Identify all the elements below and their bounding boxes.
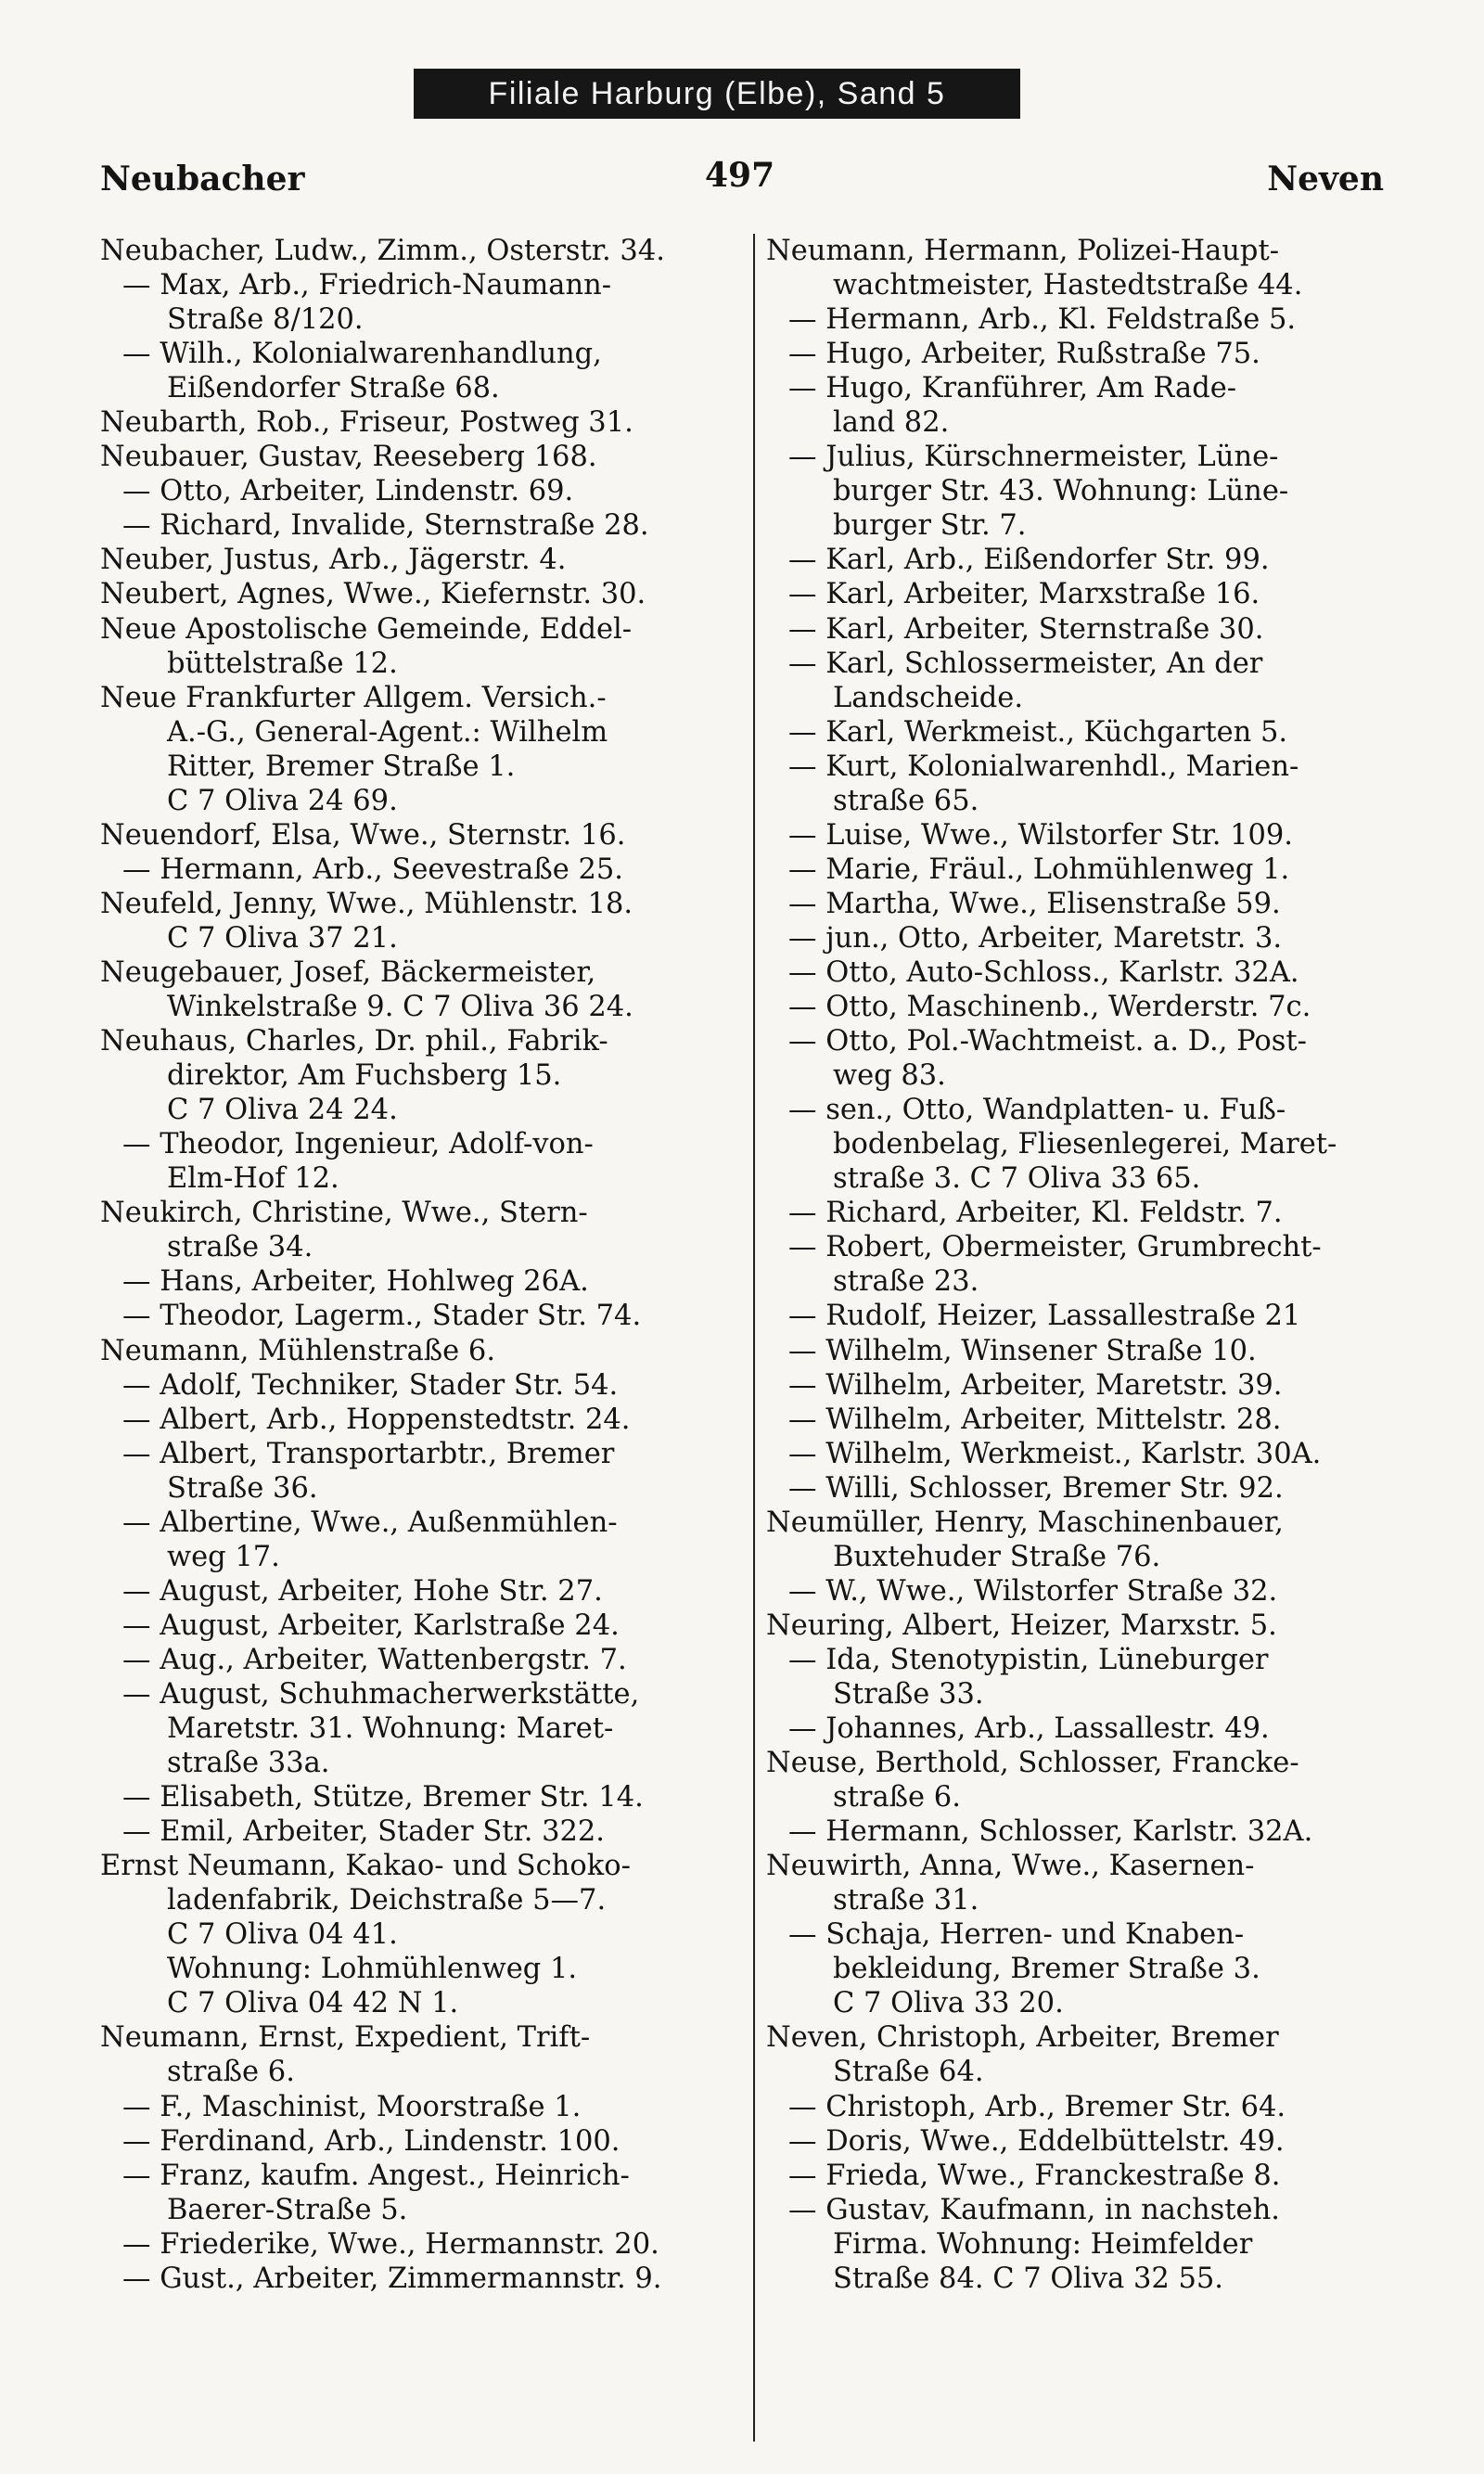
directory-continuation: Straße 33. bbox=[833, 1677, 984, 1711]
directory-continuation: straße 6. bbox=[167, 2056, 295, 2089]
directory-continuation: C 7 Oliva 04 42 N 1. bbox=[167, 1987, 459, 2020]
directory-subentry: — F., Maschinist, Moorstraße 1. bbox=[122, 2090, 582, 2123]
directory-column-left bbox=[100, 234, 736, 2296]
directory-subentry: — Karl, Schlossermeister, An der bbox=[788, 647, 1263, 680]
directory-entry: Neubarth, Rob., Friseur, Postweg 31. bbox=[100, 406, 633, 440]
directory-continuation: straße 6. bbox=[833, 1781, 961, 1814]
directory-subentry: — Karl, Werkmeist., Küchgarten 5. bbox=[788, 715, 1288, 749]
directory-entry: Neven, Christoph, Arbeiter, Bremer bbox=[766, 2021, 1279, 2055]
directory-subentry: — Gustav, Kaufmann, in nachsteh. bbox=[788, 2193, 1280, 2226]
directory-subentry: — W., Wwe., Wilstorfer Straße 32. bbox=[788, 1574, 1278, 1608]
directory-subentry: — Johannes, Arb., Lassallestr. 49. bbox=[788, 1712, 1270, 1746]
directory-continuation: Winkelstraße 9. C 7 Oliva 36 24. bbox=[167, 991, 633, 1024]
directory-entry: Neuwirth, Anna, Wwe., Kasernen- bbox=[766, 1850, 1255, 1883]
directory-subentry: — Robert, Obermeister, Grumbrecht- bbox=[788, 1231, 1322, 1264]
directory-subentry: — Hermann, Arb., Seevestraße 25. bbox=[122, 852, 623, 886]
directory-subentry: — Albert, Arb., Hoppenstedtstr. 24. bbox=[122, 1403, 631, 1436]
directory-subentry: — Martha, Wwe., Elisenstraße 59. bbox=[788, 887, 1281, 920]
running-head-left: Neubacher bbox=[100, 160, 305, 199]
directory-continuation: Buxtehuder Straße 76. bbox=[833, 1540, 1161, 1573]
directory-entry: Neubauer, Gustav, Reeseberg 168. bbox=[100, 441, 597, 474]
directory-subentry: — Wilhelm, Arbeiter, Mittelstr. 28. bbox=[788, 1403, 1282, 1436]
directory-continuation: Straße 64. bbox=[833, 2056, 984, 2089]
directory-subentry: — Willi, Schlosser, Bremer Str. 92. bbox=[788, 1471, 1284, 1505]
directory-continuation: Firma. Wohnung: Heimfelder bbox=[833, 2227, 1253, 2261]
directory-subentry: — Hans, Arbeiter, Hohlweg 26A. bbox=[122, 1265, 589, 1299]
directory-column-right bbox=[766, 234, 1406, 2296]
directory-subentry: — Julius, Kürschnermeister, Lüne- bbox=[788, 441, 1279, 474]
directory-subentry: — Friederike, Wwe., Hermannstr. 20. bbox=[122, 2227, 659, 2261]
directory-entry: Neuhaus, Charles, Dr. phil., Fabrik- bbox=[100, 1025, 608, 1058]
directory-subentry: — Hermann, Schlosser, Karlstr. 32A. bbox=[788, 1815, 1313, 1849]
directory-entry: Neumann, Hermann, Polizei-Haupt- bbox=[766, 235, 1280, 267]
directory-subentry: — Wilh., Kolonialwarenhandlung, bbox=[122, 338, 602, 371]
directory-subentry: — Karl, Arbeiter, Sternstraße 30. bbox=[788, 612, 1264, 646]
directory-subentry: — Franz, kaufm. Angest., Heinrich- bbox=[122, 2159, 630, 2192]
directory-subentry: — Wilhelm, Werkmeist., Karlstr. 30A. bbox=[788, 1437, 1322, 1470]
directory-subentry: — Albert, Transportarbtr., Bremer bbox=[122, 1437, 615, 1470]
directory-continuation: straße 33a. bbox=[167, 1747, 330, 1780]
directory-entry: Neumann, Ernst, Expedient, Trift- bbox=[100, 2021, 591, 2055]
directory-subentry: — Marie, Fräul., Lohmühlenweg 1. bbox=[788, 852, 1290, 886]
directory-continuation: Straße 36. bbox=[167, 1471, 318, 1505]
directory-continuation: Straße 84. C 7 Oliva 32 55. bbox=[833, 2262, 1223, 2295]
directory-continuation: land 82. bbox=[833, 406, 950, 440]
directory-continuation: burger Str. 43. Wohnung: Lüne- bbox=[833, 475, 1289, 508]
directory-subentry: — Otto, Arbeiter, Lindenstr. 69. bbox=[122, 475, 574, 508]
directory-subentry: — Emil, Arbeiter, Stader Str. 322. bbox=[122, 1815, 606, 1849]
directory-subentry: — August, Arbeiter, Karlstraße 24. bbox=[122, 1609, 620, 1642]
directory-continuation: Maretstr. 31. Wohnung: Maret- bbox=[167, 1712, 614, 1746]
directory-subentry: — Elisabeth, Stütze, Bremer Str. 14. bbox=[122, 1781, 644, 1814]
directory-entry: Neuendorf, Elsa, Wwe., Sternstr. 16. bbox=[100, 818, 626, 852]
directory-subentry: — Rudolf, Heizer, Lassallestraße 21 bbox=[788, 1300, 1301, 1333]
directory-continuation: C 7 Oliva 24 24. bbox=[167, 1094, 398, 1127]
directory-continuation: straße 23. bbox=[833, 1265, 979, 1299]
directory-entry: Neubert, Agnes, Wwe., Kiefernstr. 30. bbox=[100, 578, 646, 611]
directory-continuation: straße 65. bbox=[833, 784, 979, 817]
directory-continuation: ladenfabrik, Deichstraße 5—7. bbox=[167, 1884, 607, 1917]
directory-continuation: straße 34. bbox=[167, 1231, 313, 1264]
directory-subentry: — Otto, Pol.-Wachtmeist. a. D., Post- bbox=[788, 1025, 1307, 1058]
directory-subentry: — Theodor, Lagerm., Stader Str. 74. bbox=[122, 1300, 642, 1333]
directory-subentry: — Otto, Maschinenb., Werderstr. 7c. bbox=[788, 991, 1311, 1024]
directory-continuation: weg 83. bbox=[833, 1059, 946, 1093]
directory-continuation: straße 31. bbox=[833, 1884, 979, 1917]
directory-entry: Neuse, Berthold, Schlosser, Francke- bbox=[766, 1747, 1299, 1780]
directory-subentry: — Richard, Invalide, Sternstraße 28. bbox=[122, 509, 649, 543]
directory-continuation: C 7 Oliva 33 20. bbox=[833, 1987, 1064, 2020]
directory-entry: Neumüller, Henry, Maschinenbauer, bbox=[766, 1506, 1284, 1539]
column-divider bbox=[753, 234, 755, 2442]
directory-continuation: A.-G., General-Agent.: Wilhelm bbox=[167, 715, 608, 749]
directory-entry: Neufeld, Jenny, Wwe., Mühlenstr. 18. bbox=[100, 887, 633, 920]
page-number: 497 bbox=[705, 156, 775, 195]
directory-continuation: büttelstraße 12. bbox=[167, 647, 398, 680]
directory-subentry: — Hugo, Kranführer, Am Rade- bbox=[788, 372, 1237, 405]
directory-continuation: wachtmeister, Hastedtstraße 44. bbox=[833, 269, 1303, 302]
running-head-right: Neven bbox=[1267, 160, 1384, 199]
directory-entry: Ernst Neumann, Kakao- und Schoko- bbox=[100, 1850, 631, 1883]
directory-subentry: — Luise, Wwe., Wilstorfer Str. 109. bbox=[788, 818, 1293, 852]
directory-subentry: — Richard, Arbeiter, Kl. Feldstr. 7. bbox=[788, 1197, 1283, 1230]
directory-continuation: burger Str. 7. bbox=[833, 509, 1027, 543]
directory-entry: Neuring, Albert, Heizer, Marxstr. 5. bbox=[766, 1609, 1277, 1642]
directory-subentry: — Christoph, Arb., Bremer Str. 64. bbox=[788, 2090, 1286, 2123]
directory-subentry: — Otto, Auto-Schloss., Karlstr. 32A. bbox=[788, 955, 1299, 989]
directory-entry: Neumann, Mühlenstraße 6. bbox=[100, 1334, 496, 1367]
directory-entry: Neukirch, Christine, Wwe., Stern- bbox=[100, 1197, 588, 1230]
directory-subentry: — Max, Arb., Friedrich-Naumann- bbox=[122, 269, 612, 302]
directory-continuation: straße 3. C 7 Oliva 33 65. bbox=[833, 1162, 1201, 1196]
directory-entry: Neugebauer, Josef, Bäckermeister, bbox=[100, 955, 596, 989]
branch-banner: Filiale Harburg (Elbe), Sand 5 bbox=[414, 69, 1020, 119]
directory-entry: Neue Frankfurter Allgem. Versich.- bbox=[100, 681, 607, 714]
directory-subentry: — Wilhelm, Winsener Straße 10. bbox=[788, 1334, 1257, 1367]
directory-subentry: — Theodor, Ingenieur, Adolf-von- bbox=[122, 1128, 594, 1161]
directory-subentry: — Wilhelm, Arbeiter, Maretstr. 39. bbox=[788, 1368, 1283, 1402]
directory-entry: Neubacher, Ludw., Zimm., Osterstr. 34. bbox=[100, 235, 665, 267]
directory-entry: Neue Apostolische Gemeinde, Eddel- bbox=[100, 612, 633, 646]
directory-continuation: C 7 Oliva 24 69. bbox=[167, 784, 398, 817]
directory-continuation: Elm-Hof 12. bbox=[167, 1162, 339, 1196]
directory-continuation: Ritter, Bremer Straße 1. bbox=[167, 750, 516, 783]
directory-subentry: — Gust., Arbeiter, Zimmermannstr. 9. bbox=[122, 2262, 662, 2295]
directory-entry: Neuber, Justus, Arb., Jägerstr. 4. bbox=[100, 544, 567, 577]
directory-continuation: Wohnung: Lohmühlenweg 1. bbox=[167, 1953, 578, 1986]
directory-subentry: — Frieda, Wwe., Franckestraße 8. bbox=[788, 2159, 1281, 2192]
directory-subentry: — Ida, Stenotypistin, Lüneburger bbox=[788, 1643, 1269, 1676]
directory-subentry: — August, Schuhmacherwerkstätte, bbox=[122, 1677, 640, 1711]
directory-subentry: — Karl, Arb., Eißendorfer Str. 99. bbox=[788, 544, 1270, 577]
directory-subentry: — Karl, Arbeiter, Marxstraße 16. bbox=[788, 578, 1260, 611]
directory-subentry: — Ferdinand, Arb., Lindenstr. 100. bbox=[122, 2124, 620, 2158]
directory-continuation: Eißendorfer Straße 68. bbox=[167, 372, 500, 405]
directory-continuation: Baerer-Straße 5. bbox=[167, 2193, 408, 2226]
directory-subentry: — Kurt, Kolonialwarenhdl., Marien- bbox=[788, 750, 1299, 783]
directory-subentry: — Adolf, Techniker, Stader Str. 54. bbox=[122, 1368, 619, 1402]
directory-subentry: — Schaja, Herren- und Knaben- bbox=[788, 1918, 1245, 1952]
directory-continuation: bekleidung, Bremer Straße 3. bbox=[833, 1953, 1260, 1986]
directory-subentry: — Aug., Arbeiter, Wattenbergstr. 7. bbox=[122, 1643, 627, 1676]
directory-subentry: — August, Arbeiter, Hohe Str. 27. bbox=[122, 1574, 603, 1608]
directory-continuation: bodenbelag, Fliesenlegerei, Maret- bbox=[833, 1128, 1337, 1161]
directory-continuation: C 7 Oliva 04 41. bbox=[167, 1918, 398, 1952]
directory-subentry: — Hermann, Arb., Kl. Feldstraße 5. bbox=[788, 303, 1297, 337]
directory-subentry: — sen., Otto, Wandplatten- u. Fuß- bbox=[788, 1094, 1286, 1127]
directory-continuation: direktor, Am Fuchsberg 15. bbox=[167, 1059, 562, 1093]
directory-subentry: — Doris, Wwe., Eddelbüttelstr. 49. bbox=[788, 2124, 1285, 2158]
directory-subentry: — Albertine, Wwe., Außenmühlen- bbox=[122, 1506, 618, 1539]
directory-continuation: Landscheide. bbox=[833, 681, 1024, 714]
directory-continuation: weg 17. bbox=[167, 1540, 280, 1573]
directory-continuation: C 7 Oliva 37 21. bbox=[167, 921, 398, 955]
directory-subentry: — Hugo, Arbeiter, Rußstraße 75. bbox=[788, 338, 1260, 371]
directory-continuation: Straße 8/120. bbox=[167, 303, 364, 337]
directory-subentry: — jun., Otto, Arbeiter, Maretstr. 3. bbox=[788, 921, 1283, 955]
